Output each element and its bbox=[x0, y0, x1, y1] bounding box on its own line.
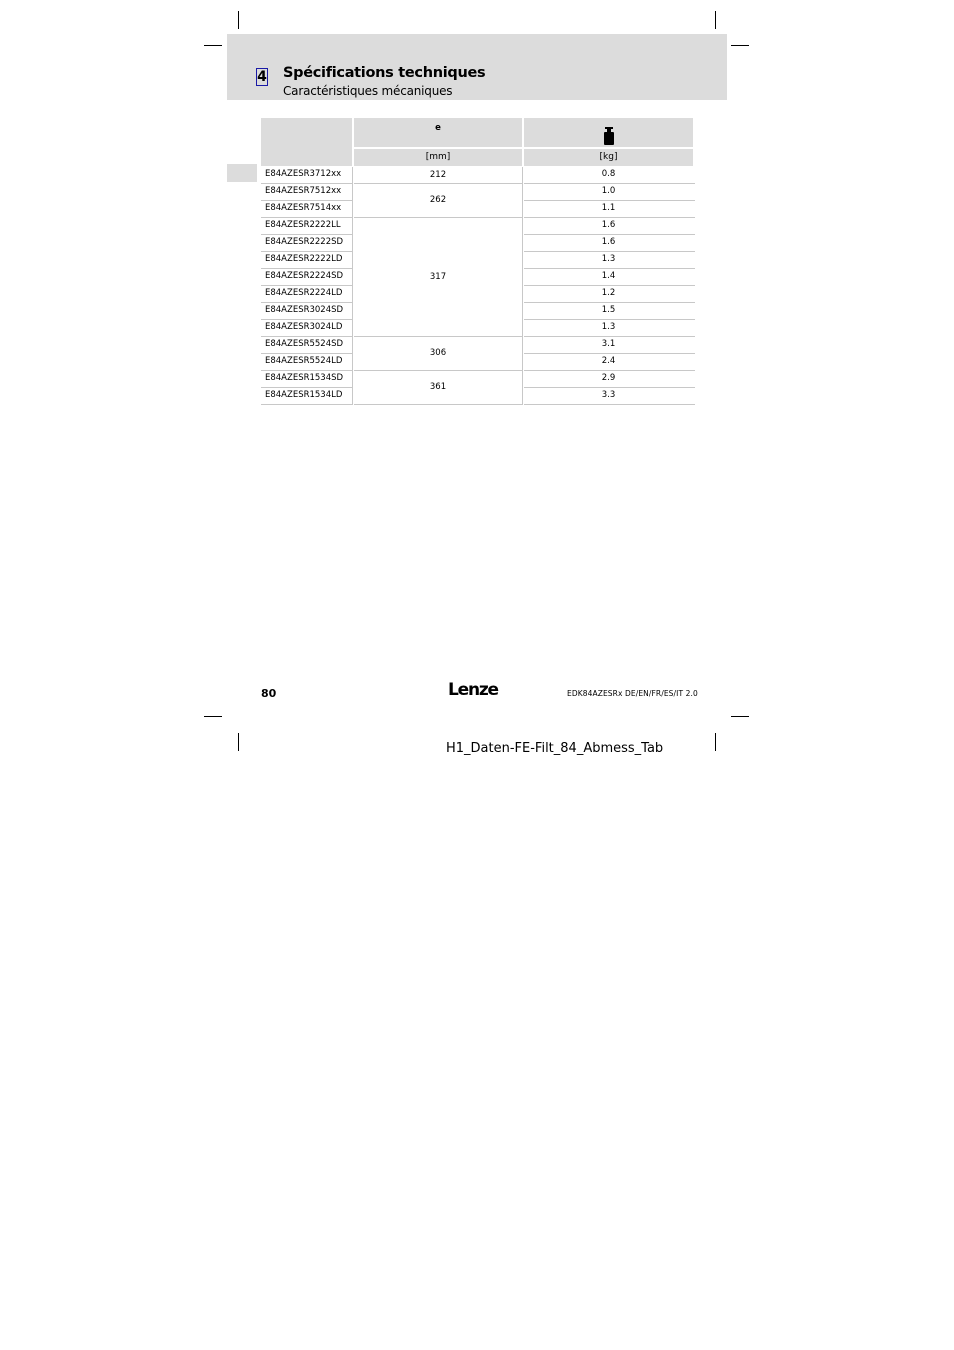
document-code: EDK84AZESRx DE/EN/FR/ES/IT 2.0 bbox=[567, 689, 698, 698]
weight-cell: 1.0 bbox=[601, 186, 616, 196]
column-divider bbox=[352, 167, 353, 405]
crop-mark bbox=[731, 716, 749, 717]
model-cell: E84AZESR2222LD bbox=[265, 254, 343, 264]
side-tab-marker bbox=[227, 164, 257, 182]
page-title: Spécifications techniques bbox=[283, 65, 486, 81]
crop-mark bbox=[204, 716, 222, 717]
table-header-weight-unit bbox=[524, 149, 693, 166]
page-subtitle: Caractéristiques mécaniques bbox=[283, 84, 453, 98]
table-header-model bbox=[261, 118, 352, 166]
model-cell: E84AZESR2222LL bbox=[265, 220, 341, 230]
table-header-weight bbox=[524, 118, 693, 147]
table-header-e-unit bbox=[354, 149, 522, 166]
model-cell: E84AZESR3712xx bbox=[265, 169, 342, 179]
weight-cell: 1.1 bbox=[601, 203, 616, 213]
crop-mark bbox=[204, 45, 222, 46]
weight-cell: 3.1 bbox=[601, 339, 616, 349]
row-divider bbox=[261, 404, 352, 405]
weight-cell: 1.2 bbox=[601, 288, 616, 298]
e-value-cell: 262 bbox=[429, 195, 447, 205]
weight-icon bbox=[602, 126, 616, 146]
weight-cell: 2.9 bbox=[601, 373, 616, 383]
weight-cell: 0.8 bbox=[601, 169, 616, 179]
e-value-cell: 212 bbox=[429, 170, 447, 180]
e-value-cell: 317 bbox=[429, 272, 447, 282]
weight-cell: 1.5 bbox=[601, 305, 616, 315]
weight-cell: 1.4 bbox=[601, 271, 616, 281]
model-cell: E84AZESR7514xx bbox=[265, 203, 342, 213]
crop-mark bbox=[238, 11, 239, 29]
lenze-logo: Lenze bbox=[448, 680, 498, 700]
page-number: 80 bbox=[261, 687, 277, 700]
chapter-number: 4 bbox=[257, 69, 267, 85]
model-cell: E84AZESR3024LD bbox=[265, 322, 343, 332]
e-value-cell: 306 bbox=[429, 348, 447, 358]
weight-cell: 1.6 bbox=[601, 237, 616, 247]
model-cell: E84AZESR5524SD bbox=[265, 339, 344, 349]
model-cell: E84AZESR7512xx bbox=[265, 186, 342, 196]
weight-cell: 1.3 bbox=[601, 254, 616, 264]
weight-cell: 1.3 bbox=[601, 322, 616, 332]
weight-cell: 2.4 bbox=[601, 356, 616, 366]
model-cell: E84AZESR1534LD bbox=[265, 390, 343, 400]
e-value-cell: 361 bbox=[429, 382, 447, 392]
column-divider bbox=[522, 167, 523, 405]
col-e-unit: [mm] bbox=[425, 152, 451, 162]
model-cell: E84AZESR2224SD bbox=[265, 271, 344, 281]
group-divider bbox=[354, 404, 522, 405]
crop-mark bbox=[238, 733, 239, 751]
model-cell: E84AZESR3024SD bbox=[265, 305, 344, 315]
weight-cell: 3.3 bbox=[601, 390, 616, 400]
weight-cell: 1.6 bbox=[601, 220, 616, 230]
col-e-label: e bbox=[435, 123, 441, 133]
model-cell: E84AZESR5524LD bbox=[265, 356, 343, 366]
crop-mark bbox=[715, 733, 716, 751]
table-header-e bbox=[354, 118, 522, 147]
model-cell: E84AZESR2224LD bbox=[265, 288, 343, 298]
model-cell: E84AZESR2222SD bbox=[265, 237, 344, 247]
source-filename: H1_Daten-FE-Filt_84_Abmess_Tab bbox=[446, 741, 664, 756]
row-divider bbox=[524, 404, 695, 405]
model-cell: E84AZESR1534SD bbox=[265, 373, 344, 383]
crop-mark bbox=[715, 11, 716, 29]
col-weight-unit: [kg] bbox=[599, 152, 618, 162]
crop-mark bbox=[731, 45, 749, 46]
